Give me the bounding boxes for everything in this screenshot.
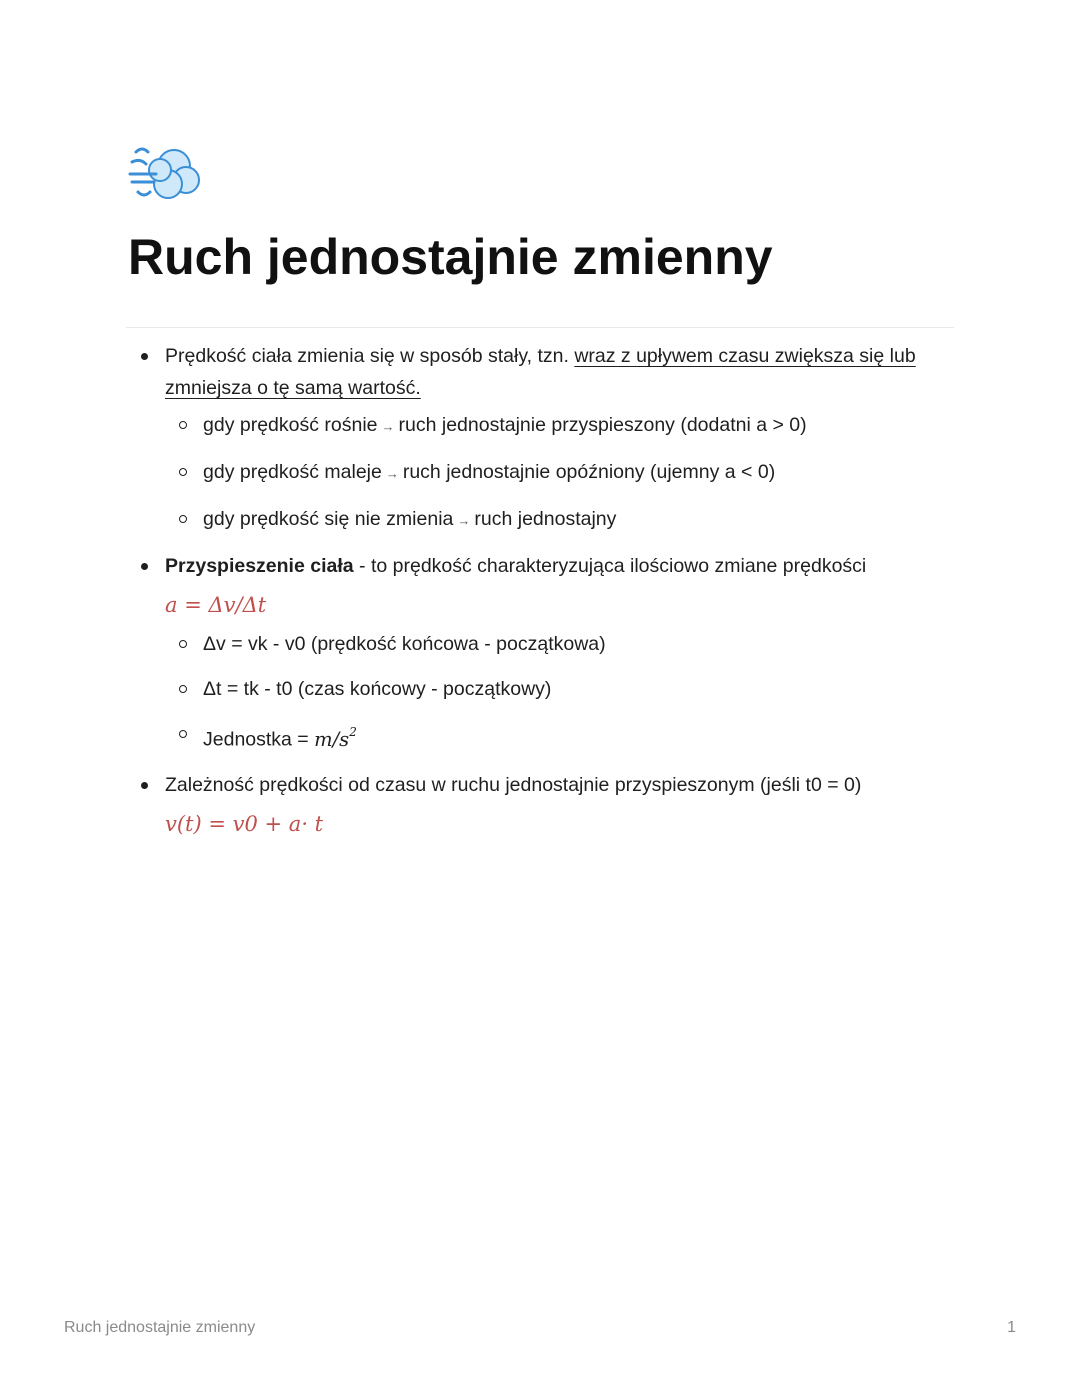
list-item-text: Zależność prędkości od czasu w ruchu jednostajnie przyspieszonym (jeśli t0 = 0): [165, 773, 862, 796]
sub-list-item: [128, 673, 956, 705]
arrow-right-icon: →: [385, 466, 399, 481]
arrow-right-icon: →: [457, 513, 471, 528]
sub-list-item: [128, 409, 956, 443]
footer-title: Ruch jednostajnie zmienny: [64, 1319, 256, 1336]
bullet-circle: [179, 468, 187, 476]
unit-base: m/s: [314, 727, 350, 751]
list-item: [128, 769, 956, 841]
bullet-dot: [141, 353, 148, 360]
bullet-circle: [179, 421, 187, 429]
unit-math: [314, 725, 357, 751]
bullet-dot: [141, 563, 148, 570]
list-item-text: [165, 550, 956, 582]
sub-item-text: gdy prędkość maleje: [203, 461, 382, 483]
main-list: [128, 340, 956, 841]
sub-item-text: gdy prędkość rośnie: [203, 414, 378, 436]
sub-item-text: Δt = tk - t0 (czas końcowy - początkowy): [203, 678, 552, 700]
formula: a = Δv/Δt: [165, 593, 267, 617]
page-title: Ruch jednostajnie zmienny: [128, 229, 773, 285]
sub-list-item: [128, 628, 956, 660]
arrow-right-icon: →: [381, 419, 395, 434]
sub-list-item: [128, 503, 956, 537]
list-item-text: [165, 340, 956, 404]
unit-exponent: 2: [349, 725, 357, 739]
sub-item-text: ruch jednostajnie opóźniony (ujemny a < 0): [402, 461, 776, 483]
text-plain: Prędkość ciała zmienia się w sposób stały, tzn.: [165, 345, 575, 367]
bullet-circle: [179, 640, 187, 648]
sub-list-item: [128, 718, 956, 756]
list-item: [128, 340, 956, 537]
page-number: 1: [1007, 1319, 1016, 1336]
sub-item-text: Jednostka =: [203, 728, 315, 751]
sub-list-item: [128, 456, 956, 490]
document-body: [128, 340, 956, 847]
bullet-circle: [179, 730, 187, 738]
definition-text: - to prędkość charakteryzująca ilościowo zmiane prędkości: [353, 555, 867, 577]
underlined-text: wraz z upływem czasu zwiększa się lub zmniejsza o tę samą wartość.: [165, 345, 916, 399]
list-item: [128, 550, 956, 756]
sub-item-text: Δv = vk - v0 (prędkość końcowa - początkowa): [203, 633, 606, 655]
sub-list: [165, 409, 956, 537]
sub-item-text: ruch jednostajnie przyspieszony (dodatni a > 0): [398, 414, 807, 436]
sub-item-text: gdy prędkość się nie zmienia: [203, 508, 454, 530]
sub-list: [165, 628, 956, 756]
sub-item-text: ruch jednostajny: [474, 508, 617, 530]
bullet-circle: [179, 685, 187, 693]
wind-face-icon: [128, 140, 204, 210]
bullet-circle: [179, 515, 187, 523]
bullet-dot: [141, 782, 148, 789]
formula: v(t) = v0 + a· t: [165, 811, 324, 836]
divider: [126, 327, 954, 328]
bold-term: Przyspieszenie ciała: [165, 555, 354, 577]
